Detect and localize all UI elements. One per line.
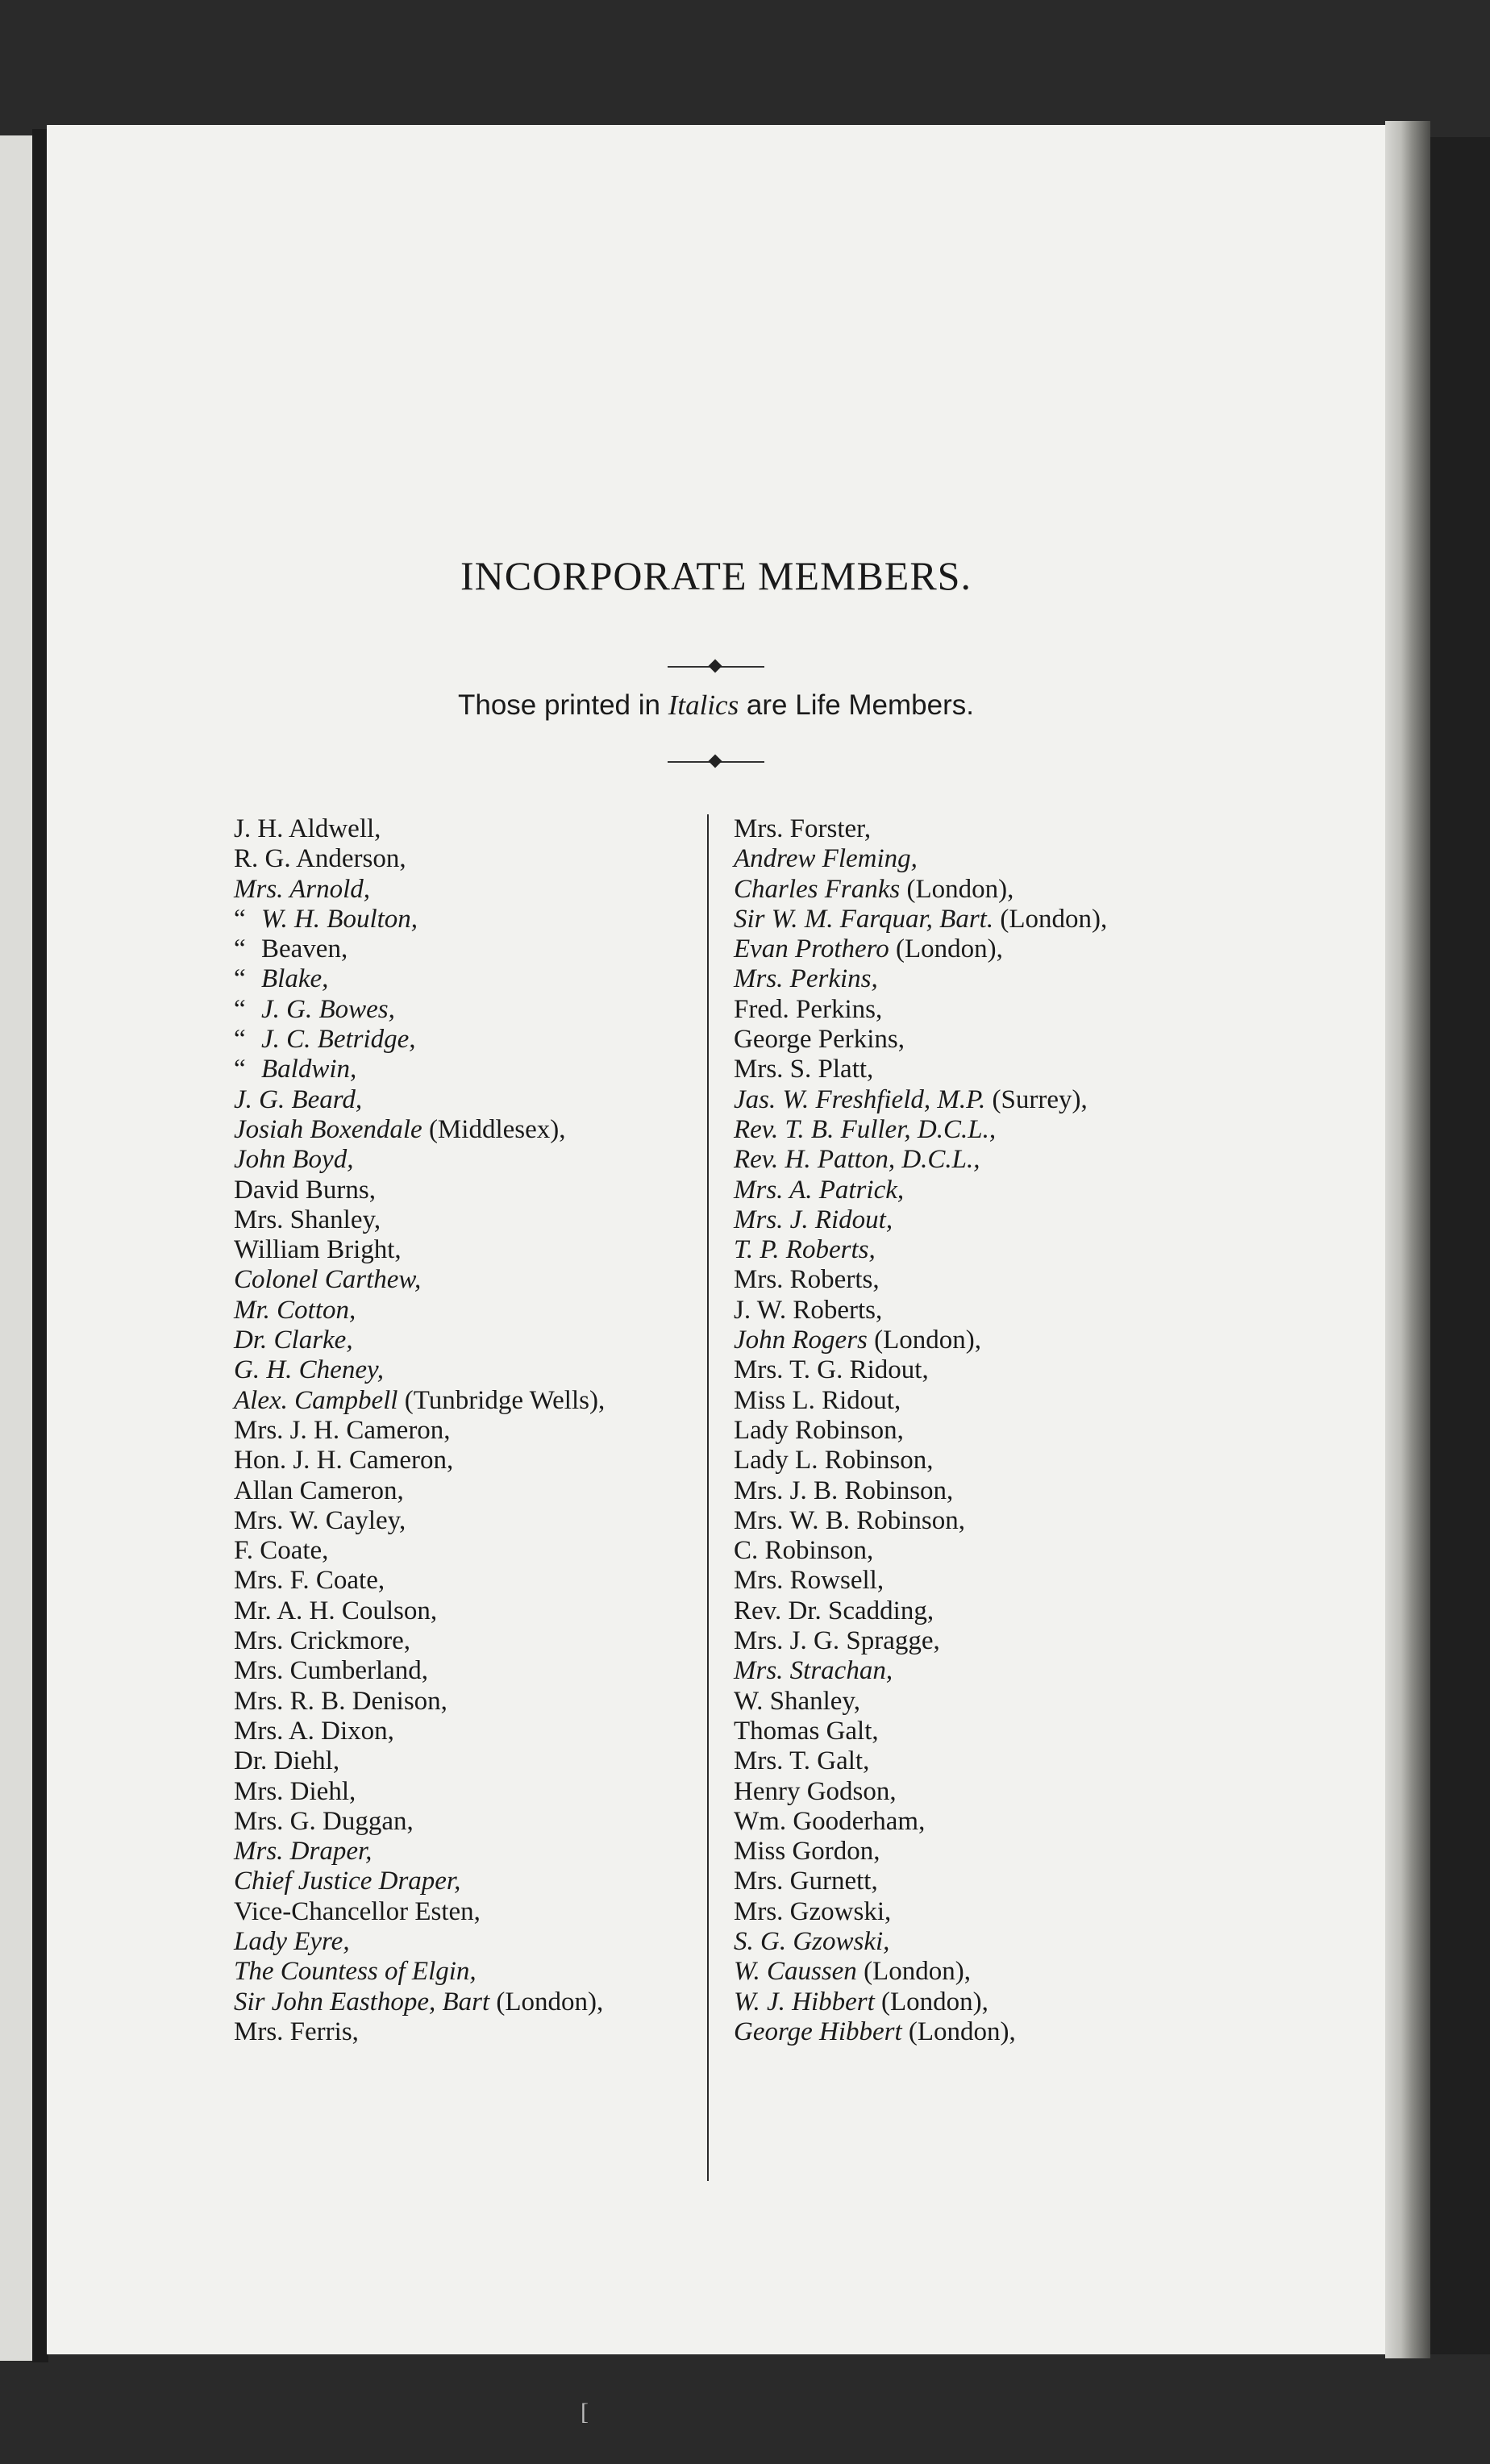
- member-name: Mrs. G. Duggan,: [234, 1806, 414, 1836]
- member-entry: [734, 1777, 1107, 1807]
- member-name: Thomas Galt,: [734, 1716, 879, 1746]
- member-entry: [734, 1296, 1107, 1326]
- column-divider: [707, 814, 709, 2181]
- member-name: Mrs. J. B. Robinson,: [734, 1475, 954, 1505]
- ditto-mark: “: [234, 964, 246, 994]
- member-entry: [234, 1746, 605, 1776]
- member-name: Mrs. Arnold,: [234, 874, 370, 904]
- member-entry: [734, 875, 1107, 905]
- member-entry: [734, 1717, 1107, 1746]
- member-name: William Bright,: [234, 1235, 402, 1265]
- member-name: Dr. Clarke,: [234, 1326, 353, 1355]
- member-entry: [734, 1746, 1107, 1776]
- member-entry: [234, 1957, 605, 1987]
- member-entry: [734, 1085, 1107, 1115]
- member-entry: [234, 1446, 605, 1475]
- member-name: George Hibbert: [734, 2017, 902, 2046]
- member-entry: [734, 1987, 1107, 2017]
- member-entry: [234, 1265, 605, 1295]
- member-location: (London),: [901, 2017, 1016, 2046]
- member-name: Mrs. Gzowski,: [734, 1896, 892, 1926]
- member-entry: [734, 1446, 1107, 1475]
- member-location: (London),: [867, 1326, 982, 1355]
- member-entry: [734, 995, 1107, 1025]
- member-name: Mrs. Gurnett,: [734, 1867, 878, 1896]
- member-name: Miss L. Ridout,: [734, 1385, 901, 1415]
- member-entry: [234, 1476, 605, 1506]
- member-entry: [234, 1176, 605, 1205]
- member-entry: [234, 1927, 605, 1957]
- member-name: Mrs. W. Cayley,: [234, 1505, 406, 1535]
- book-gutter: [32, 129, 48, 2362]
- member-name: Lady L. Robinson,: [734, 1446, 934, 1475]
- subtitle-italic-word: Italics: [668, 689, 739, 721]
- member-entry: [234, 1025, 605, 1055]
- member-entry: [734, 964, 1107, 994]
- diamond-icon: [709, 660, 722, 673]
- member-location: (Middlesex),: [422, 1114, 566, 1144]
- member-name: Mrs. Roberts,: [734, 1265, 880, 1295]
- member-entry: [234, 1536, 605, 1566]
- member-entry: [234, 1656, 605, 1686]
- member-name: Mrs. Ferris,: [234, 2017, 359, 2046]
- member-name: Rev. H. Patton, D.C.L.,: [734, 1145, 980, 1175]
- member-name: Sir W. M. Farquar, Bart.: [734, 904, 994, 934]
- member-name: Mrs. T. Galt,: [734, 1746, 870, 1776]
- member-name: George Perkins,: [734, 1025, 905, 1055]
- member-entry: [234, 1807, 605, 1837]
- member-location: (London),: [993, 904, 1108, 934]
- member-entry: [734, 1566, 1107, 1596]
- book-cover-edge: [1430, 137, 1490, 2354]
- member-entry: [734, 1235, 1107, 1265]
- member-entry: [234, 1416, 605, 1446]
- member-entry: [234, 1145, 605, 1175]
- member-name: Mrs. W. B. Robinson,: [734, 1505, 965, 1535]
- member-name: Evan Prothero: [734, 934, 889, 964]
- member-entry: [734, 1957, 1107, 1987]
- member-entry: [734, 1897, 1107, 1927]
- ditto-mark: “: [234, 1025, 246, 1055]
- member-name: Mrs. T. G. Ridout,: [734, 1355, 929, 1385]
- member-name: Mrs. Forster,: [734, 814, 872, 843]
- member-entry: [734, 1205, 1107, 1235]
- member-entry: [734, 814, 1107, 844]
- member-entry: [234, 905, 605, 934]
- member-name: Henry Godson,: [734, 1776, 897, 1806]
- member-entry: [734, 1025, 1107, 1055]
- ditto-mark: “: [234, 934, 246, 964]
- member-name: R. G. Anderson,: [234, 844, 406, 874]
- member-name: Rev. Dr. Scadding,: [734, 1596, 934, 1625]
- member-entry: [734, 1837, 1107, 1867]
- member-name: John Rogers: [734, 1326, 868, 1355]
- member-location: (London),: [900, 874, 1014, 904]
- member-entry: [734, 1326, 1107, 1355]
- member-entry: [234, 964, 605, 994]
- member-entry: [734, 1265, 1107, 1295]
- member-name: Sir John Easthope, Bart: [234, 1987, 490, 2017]
- member-entry: [734, 934, 1107, 964]
- footer-mark: [: [581, 2399, 589, 2425]
- member-name: T. P. Roberts,: [734, 1235, 876, 1265]
- member-name: David Burns,: [234, 1175, 376, 1205]
- member-entry: [734, 844, 1107, 874]
- member-entry: [234, 2017, 605, 2047]
- member-entry: [234, 1566, 605, 1596]
- member-name: Dr. Diehl,: [234, 1746, 340, 1776]
- ditto-mark: “: [234, 904, 246, 934]
- member-name: J. C. Betridge,: [261, 1025, 416, 1055]
- member-entry: [234, 995, 605, 1025]
- member-location: (London),: [874, 1987, 988, 2017]
- member-entry: [234, 814, 605, 844]
- member-name: Wm. Gooderham,: [734, 1806, 926, 1836]
- member-name: G. H. Cheney,: [234, 1355, 385, 1385]
- member-entry: [734, 1867, 1107, 1896]
- member-entry: [234, 1506, 605, 1536]
- member-entry: [734, 1115, 1107, 1145]
- member-name: Mrs. A. Patrick,: [734, 1175, 905, 1205]
- member-entry: [734, 2017, 1107, 2047]
- ditto-mark: “: [234, 994, 246, 1024]
- member-entry: [234, 1687, 605, 1717]
- member-name: Jas. W. Freshfield, M.P.: [734, 1084, 986, 1114]
- diamond-icon: [709, 755, 722, 768]
- member-location: (Tunbridge Wells),: [397, 1385, 606, 1415]
- member-entry: [234, 1205, 605, 1235]
- page-title: INCORPORATE MEMBERS.: [460, 553, 972, 598]
- member-name: Mr. A. H. Coulson,: [234, 1596, 438, 1625]
- member-name: Fred. Perkins,: [734, 994, 883, 1024]
- member-name: Mrs. Crickmore,: [234, 1626, 411, 1656]
- member-entry: [734, 1145, 1107, 1175]
- member-entry: [234, 1837, 605, 1867]
- member-name: Mrs. Diehl,: [234, 1776, 356, 1806]
- book-page: [47, 125, 1385, 2354]
- member-entry: [734, 1055, 1107, 1084]
- member-name: Mrs. Perkins,: [734, 964, 878, 994]
- member-entry: [234, 1115, 605, 1145]
- member-entry: [734, 1355, 1107, 1385]
- member-name: Mrs. Rowsell,: [734, 1566, 884, 1596]
- ditto-mark: “: [234, 1055, 246, 1084]
- member-entry: [234, 1987, 605, 2017]
- member-entry: [734, 1927, 1107, 1957]
- member-entry: [234, 934, 605, 964]
- member-location: (Surrey),: [985, 1084, 1088, 1114]
- member-entry: [234, 1717, 605, 1746]
- member-name: Mrs. R. B. Denison,: [234, 1686, 447, 1716]
- member-location: (London),: [489, 1987, 604, 2017]
- member-location: (London),: [889, 934, 1003, 964]
- member-name: S. G. Gzowski,: [734, 1926, 890, 1956]
- member-entry: [734, 1476, 1107, 1506]
- member-name: Hon. J. H. Cameron,: [234, 1446, 454, 1475]
- member-name: Mrs. J. Ridout,: [734, 1205, 893, 1234]
- subtitle-text-start: Those printed in: [458, 689, 668, 721]
- member-entry: [734, 1687, 1107, 1717]
- member-name: Mrs. F. Coate,: [234, 1566, 385, 1596]
- member-entry: [234, 1326, 605, 1355]
- member-entry: [234, 1596, 605, 1626]
- member-name: Mrs. S. Platt,: [734, 1055, 874, 1084]
- member-name: J. G. Beard,: [234, 1084, 363, 1114]
- member-entry: [234, 1055, 605, 1084]
- member-entry: [734, 1626, 1107, 1656]
- member-entry: [234, 1235, 605, 1265]
- member-name: Lady Eyre,: [234, 1926, 350, 1956]
- member-entry: [234, 1355, 605, 1385]
- member-name: W. Shanley,: [734, 1686, 861, 1716]
- member-name: W. Caussen: [734, 1957, 857, 1987]
- member-name: Allan Cameron,: [234, 1475, 404, 1505]
- member-name: W. H. Boulton,: [261, 904, 418, 934]
- member-name: Blake,: [261, 964, 329, 994]
- member-entry: [234, 1867, 605, 1896]
- member-entry: [234, 1897, 605, 1927]
- member-name: Baldwin,: [261, 1055, 357, 1084]
- member-name: John Boyd,: [234, 1145, 354, 1175]
- member-name: Charles Franks: [734, 874, 901, 904]
- member-entry: [234, 875, 605, 905]
- member-name: Colonel Carthew,: [234, 1265, 422, 1295]
- ornament-divider-top: [668, 659, 764, 675]
- member-name: Beaven,: [261, 934, 348, 964]
- member-entry: [234, 1777, 605, 1807]
- member-name: Vice-Chancellor Esten,: [234, 1896, 481, 1926]
- member-entry: [734, 905, 1107, 934]
- member-name: Mrs. Strachan,: [734, 1656, 893, 1686]
- member-name: The Countess of Elgin,: [234, 1957, 477, 1987]
- member-name: Mrs. J. G. Spragge,: [734, 1626, 940, 1656]
- member-entry: [734, 1807, 1107, 1837]
- member-name: Chief Justice Draper,: [234, 1867, 461, 1896]
- member-entry: [734, 1536, 1107, 1566]
- member-name: Mrs. A. Dixon,: [234, 1716, 394, 1746]
- member-name: Mrs. Cumberland,: [234, 1656, 429, 1686]
- member-name: Josiah Boxendale: [234, 1114, 422, 1144]
- facing-page-edge: [0, 135, 32, 2361]
- member-name: W. J. Hibbert: [734, 1987, 875, 2017]
- member-name: Alex. Campbell: [234, 1385, 398, 1415]
- member-name: F. Coate,: [234, 1536, 329, 1566]
- subtitle-text-end: are Life Members.: [739, 689, 974, 721]
- member-name: C. Robinson,: [734, 1536, 874, 1566]
- member-list-left: [234, 814, 605, 2047]
- page-stack-edge: [1385, 121, 1430, 2358]
- member-name: Rev. T. B. Fuller, D.C.L.,: [734, 1114, 997, 1144]
- member-entry: [734, 1386, 1107, 1416]
- subtitle: [47, 689, 1385, 722]
- member-entry: [234, 1085, 605, 1115]
- member-name: Andrew Fleming,: [734, 844, 918, 874]
- member-name: Lady Robinson,: [734, 1415, 904, 1445]
- member-name: Miss Gordon,: [734, 1837, 880, 1867]
- member-entry: [734, 1656, 1107, 1686]
- member-entry: [734, 1596, 1107, 1626]
- member-name: Mrs. Draper,: [234, 1837, 372, 1867]
- member-entry: [234, 844, 605, 874]
- member-name: Mrs. Shanley,: [234, 1205, 381, 1234]
- member-entry: [734, 1506, 1107, 1536]
- member-location: (London),: [856, 1957, 971, 1987]
- member-entry: [734, 1176, 1107, 1205]
- ornament-divider-bottom: [668, 754, 764, 770]
- member-entry: [734, 1416, 1107, 1446]
- member-entry: [234, 1386, 605, 1416]
- member-name: J. G. Bowes,: [261, 994, 395, 1024]
- member-entry: [234, 1296, 605, 1326]
- member-name: J. W. Roberts,: [734, 1295, 883, 1325]
- member-list-right: [734, 814, 1107, 2047]
- member-entry: [234, 1626, 605, 1656]
- member-name: Mr. Cotton,: [234, 1295, 356, 1325]
- member-name: Mrs. J. H. Cameron,: [234, 1415, 451, 1445]
- member-name: J. H. Aldwell,: [234, 814, 381, 843]
